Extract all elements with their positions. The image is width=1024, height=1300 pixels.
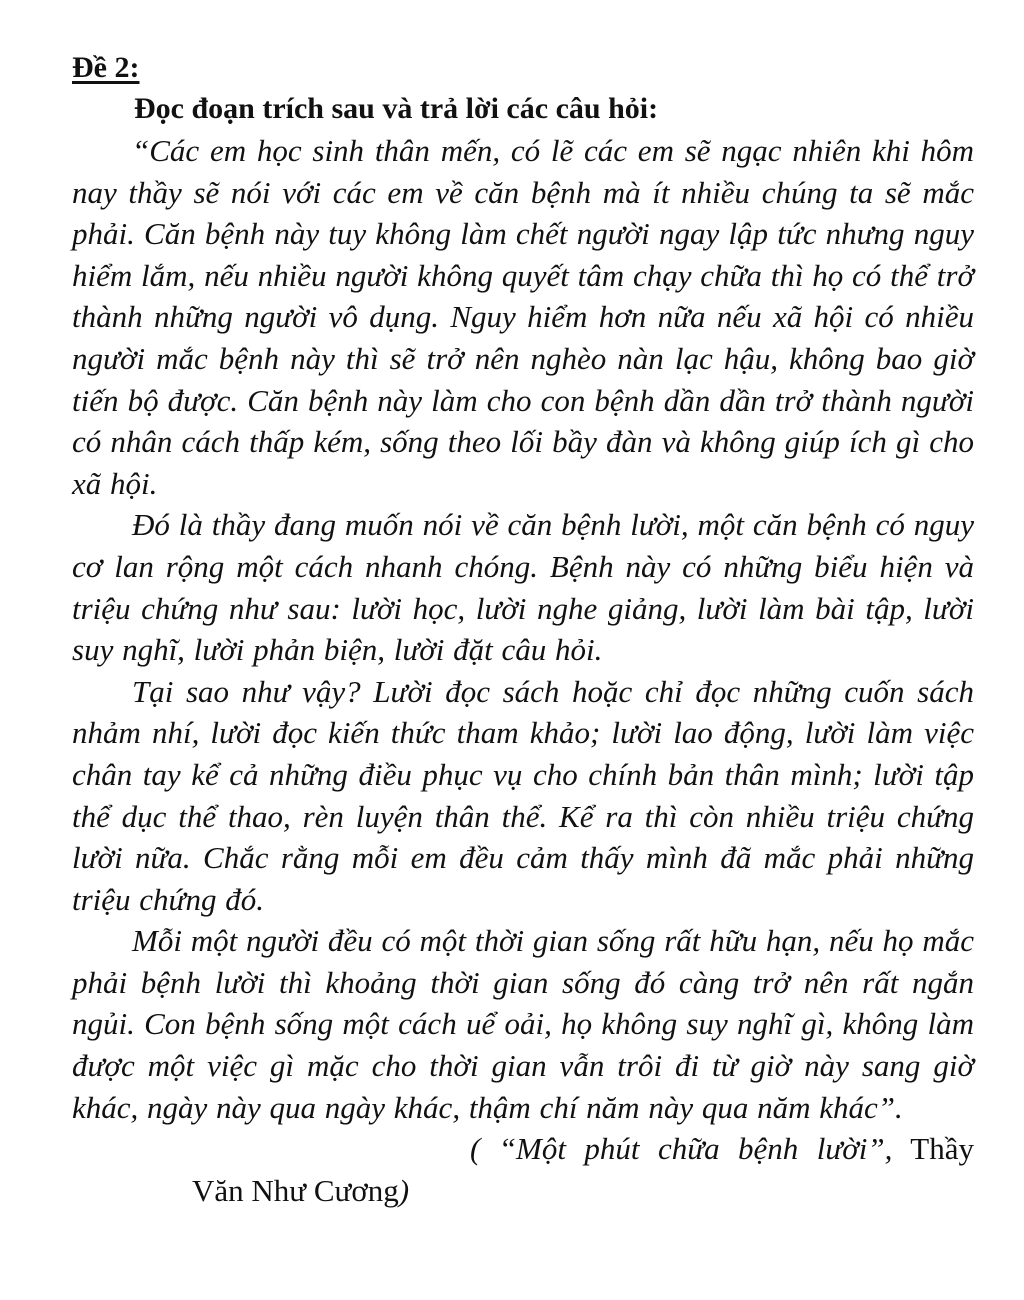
passage-paragraph: Đó là thầy đang muốn nói về căn bệnh lười, một căn bệnh có nguy cơ lan rộng một cách nhanh chóng. Bệnh này có những biểu hiện và triệu chứng như sau: lười học, lười nghe giảng, lười làm bài tập, lười suy nghĩ, lười phản biện, lười đặt câu hỏi. bbox=[72, 507, 974, 668]
citation-open-paren: ( bbox=[470, 1131, 481, 1167]
citation-author-first: Thầy bbox=[892, 1131, 974, 1167]
exercise-heading: Đề 2: bbox=[72, 51, 140, 84]
source-citation bbox=[72, 1128, 974, 1211]
passage-paragraph: Tại sao như vậy? Lười đọc sách hoặc chỉ đọc những cuốn sách nhảm nhí, lười đọc kiến thức tham khảo; lười lao động, lười làm việc chân tay kể cả những điều phục vụ cho chính bản thân mình; lười tập thể dục thể thao, rèn luyện thân thể. Kể ra thì còn nhiều triệu chứng lười nữa. Chắc rằng mỗi em đều cảm thấy mình đã mắc phải những triệu chứng đó. bbox=[72, 673, 974, 917]
passage bbox=[72, 130, 974, 1211]
citation-close-paren: ) bbox=[398, 1172, 410, 1208]
passage-paragraph: Mỗi một người đều có một thời gian sống rất hữu hạn, nếu họ mắc phải bệnh lười thì khoảng thời gian sống đó càng trở nên rất ngắn ngủi. Con bệnh sống một cách uể oải, họ không suy nghĩ gì, không làm được một việc gì mặc cho thời gian vẫn trôi đi từ giờ này sang giờ khác, ngày này qua ngày khác, thậm chí năm này qua năm khác”. bbox=[72, 923, 974, 1125]
instruction-line: Đọc đoạn trích sau và trả lời các câu hỏi: bbox=[134, 92, 659, 125]
citation-author-rest: Văn Như Cương bbox=[192, 1172, 399, 1208]
citation-title: “Một phút chữa bệnh lười”, bbox=[480, 1131, 893, 1167]
passage-paragraph: “Các em học sinh thân mến, có lẽ các em sẽ ngạc nhiên khi hôm nay thầy sẽ nói với các em về căn bệnh mà ít nhiều chúng ta sẽ mắc phải. Căn bệnh này tuy không làm chết người ngay lập tức nhưng nguy hiểm lắm, nếu nhiều người không quyết tâm chạy chữa thì họ có thể trở thành những người vô dụng. Nguy hiểm hơn nữa nếu xã hội có nhiều người mắc bệnh này thì sẽ trở nên nghèo nàn lạc hậu, không bao giờ tiến bộ được. Căn bệnh này làm cho con bệnh dần dần trở thành người có nhân cách thấp kém, sống theo lối bầy đàn và không giúp ích gì cho xã hội. bbox=[72, 133, 974, 501]
